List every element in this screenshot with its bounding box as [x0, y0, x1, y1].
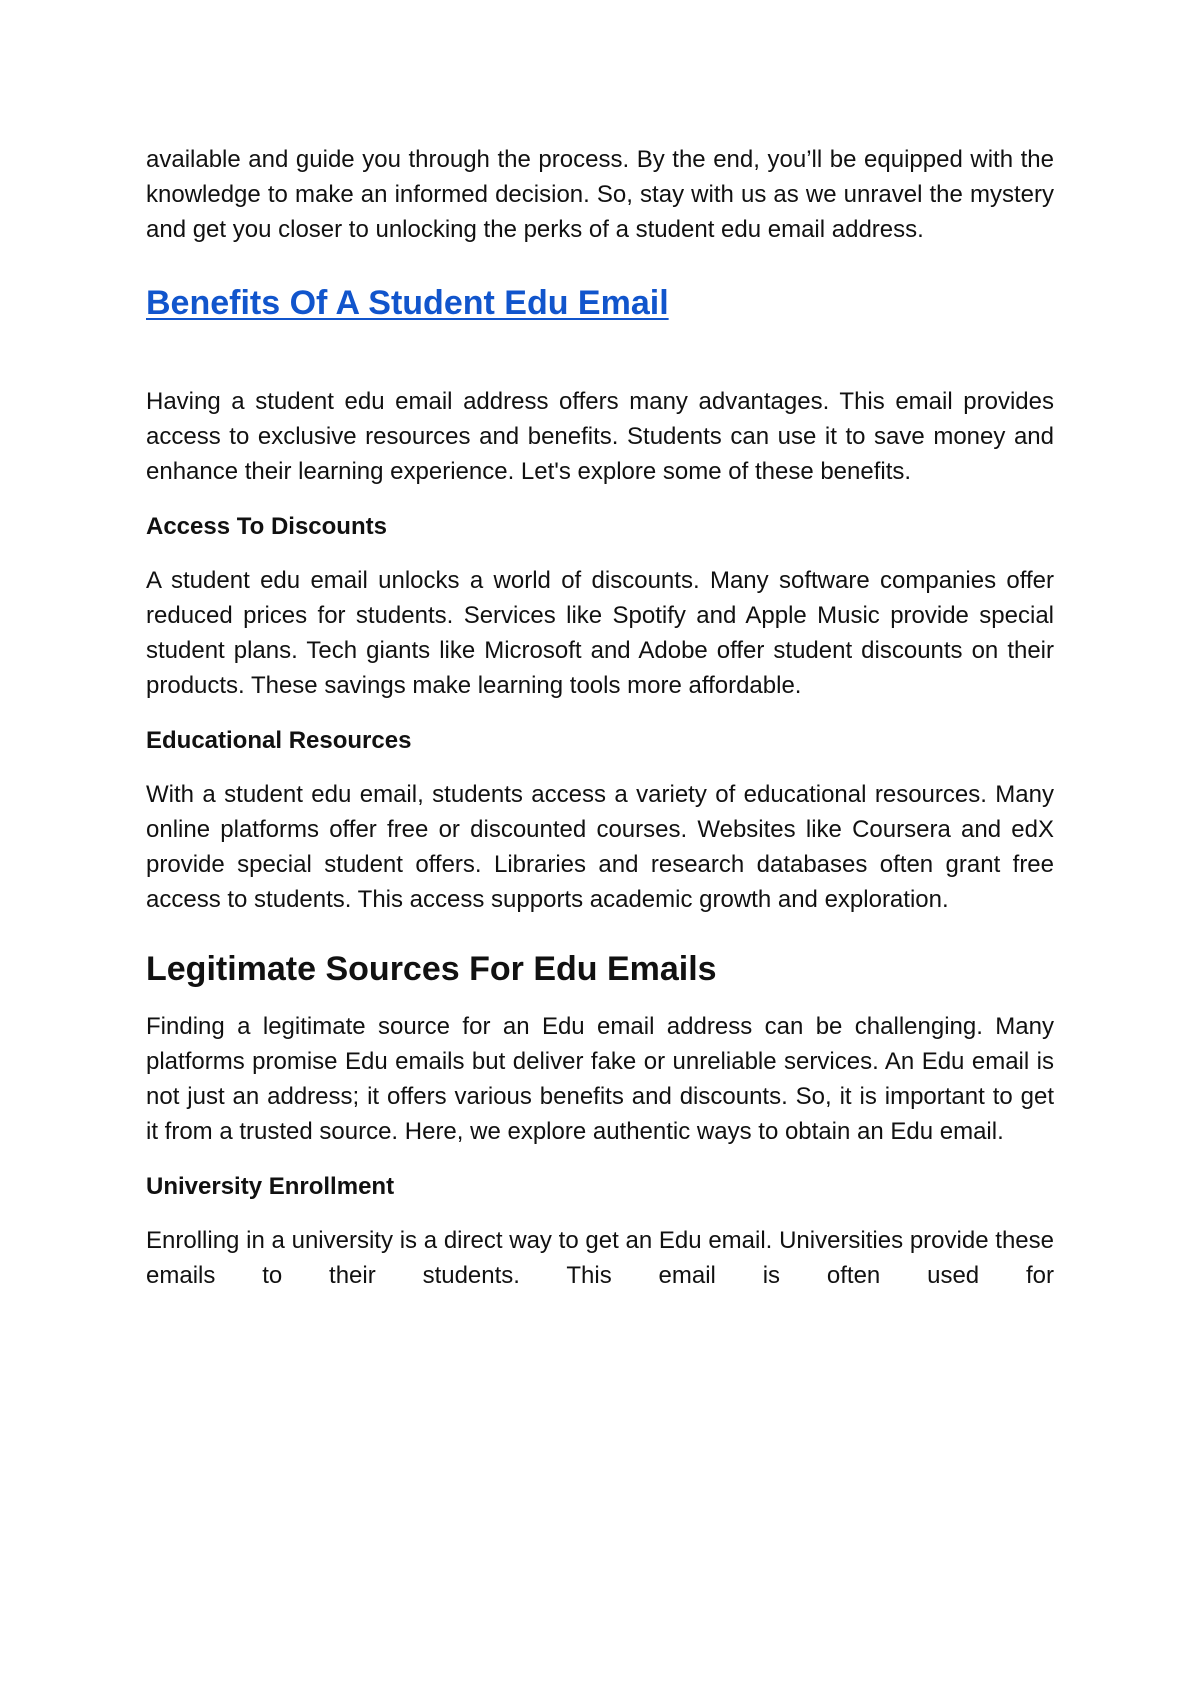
discounts-heading: Access To Discounts	[146, 513, 387, 540]
enrollment-heading: University Enrollment	[146, 1173, 395, 1200]
discounts-paragraph: A student edu email unlocks a world of discounts. Many software companies offer reduced prices for students. Services like Spotify and Apple Music provide special student plans. Tech giants like Microsoft and Adobe offer student discounts on their products. These savings make learning tools more affordable.	[146, 567, 1054, 699]
benefits-paragraph: Having a student edu email address offers many advantages. This email provides access to exclusive resources and benefits. Students can use it to save money and enhance their learning experience. Let's explore some of these benefits.	[146, 388, 1054, 485]
intro-paragraph: available and guide you through the process. By the end, you’ll be equipped with the knowledge to make an informed decision. So, stay with us as we unravel the mystery and get you closer to unlocking the perks of a student edu email address.	[146, 146, 1054, 243]
enrollment-paragraph: Enrolling in a university is a direct way to get an Edu email. Universities provide these emails to their students. This email is often used for	[146, 1227, 1054, 1289]
resources-heading: Educational Resources	[146, 727, 412, 754]
sources-heading: Legitimate Sources For Edu Emails	[146, 950, 717, 988]
resources-paragraph: With a student edu email, students access a variety of educational resources. Many online platforms offer free or discounted courses. Websites like Coursera and edX provide special student offers. Libraries and research databases often grant free access to students. This access supports academic growth and exploration.	[146, 781, 1054, 913]
benefits-heading-link[interactable]: Benefits Of A Student Edu Email	[146, 284, 669, 322]
document-page	[146, 142, 1054, 1293]
sources-paragraph: Finding a legitimate source for an Edu email address can be challenging. Many platforms promise Edu emails but deliver fake or unreliable services. An Edu email is not just an address; it offers various benefits and discounts. So, it is important to get it from a trusted source. Here, we explore authentic ways to obtain an Edu email.	[146, 1013, 1054, 1145]
